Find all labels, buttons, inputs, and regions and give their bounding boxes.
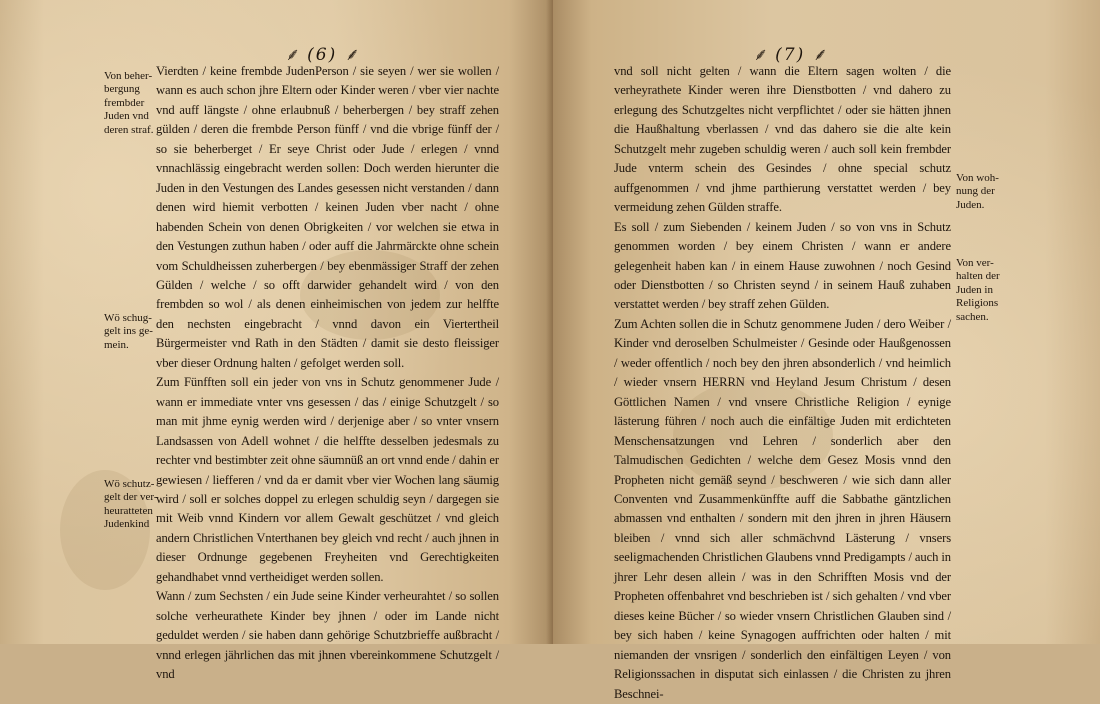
paragraph: Vierdten / keine frembde JudenPerson / sie seyen / wer sie wollen / wann es auch schon jhre Eltern oder Kinder weren / vber vier nachte vnd auff längste / ohne erlaubnuß / beherbergen / bey straff zehen gülden / deren die frembde Person fünff / vnd die vbrige fünff der / so sie beherberget / Er seye Christ oder Jude / erlegen / vnnd vnnachlässig eingebracht werden sollen: Doch werden hierunter die Juden in den Vestungen des Landes gesessen nicht verstanden / dann denen wird hiemit verbotten / keinen Juden vber nacht / ohne habenden Schein von denen Obrigkeiten / vor welchen sie etwa in den Vestungen zuthun haben / oder auff die Jahrmärckte ohne schein vom Schuldheissen zuherbergen / bey ebenmässiger Straff der zehen Gülden / welche / so offt darwider gehandelt wird / von den frembden so wol / als denen einheimischen von jedem zur helffte den nechsten eingebracht / vnnd davon ein Viertertheil Bürgermeister vnd Rath in den Städten / damit sie desto fleissiger vber dieser Ordnung halten / gefolget werden soll. (156, 64, 499, 370)
paragraph: Es soll / zum Siebenden / keinem Juden / so von vns in Schutz genommen worden / bey einem Christen / wann er andere gelegenheit haben kan / in einem Hause zuwohnen / noch Gesind oder Dienstbotten / so Christen seynd / in seinem Hauß zuhaben verstattet werden / bey straff zehen Gülden. (614, 219, 951, 312)
paragraph: Zum Fünfften soll ein jeder von vns in Schutz genommener Jude / wann er immediate vnter vns gesessen / das / einige Schutzgelt / so man mit jhme eynig werden wird / derjenige aber / so vnter vnsern Landsassen von Adell wohnet / die helffte desselben jedesmals zu rechter vnd bestimbter zeit ohne säumnüß an ort vnnd ende / dahin er gewiesen / liefferen / vnd da er damit vber vier Wochen lang säumig wird / soll er solches doppel zu erlegen schuldig seyn / dargegen sie mit Weib vnnd Kindern vor allem Gewalt geschützet / vnd gleich andern Christlichen Vnterthanen bey gleich vnd recht / auch jhnen in dieser Ordnunge gegebenen Freyheiten vnd Gerechtigkeiten gehandhabet vnnd vertheidiget werden sollen. (156, 375, 499, 584)
page-number-left: ⸙ (6) ⸙ (285, 45, 360, 65)
marginal-note: Wö schutz- gelt der ver- heuratteten Judenkind (104, 478, 158, 531)
paragraph: Zum Achten sollen die in Schutz genommene Juden / dero Weiber / Kinder vnd deroselben Schulmeister / Gesinde oder Haußgenossen / weder offentlich / noch bey den jhren absonderlich / vnd heimlich / wieder vnsern HERRN vnd Heyland Jesum Christum / desen Göttlichen Namen / vnd vnsere Christliche Religion / eynige lästerung führen / noch auch die einfältige Juden mit erdichteten Menschensatzungen vnd Lehren / sonderlich aber den Talmudischen Gedichten / welche dem Gesez Mosis vnnd den Propheten nicht gemäß seynd / beschweren / wie sich dann aller Conventen vnd Zusammenkünffte auff die Sabbathe gäntzlichen abmassen vnd enthalten / sondern mit den jhren in jhren Häusern bleiben / vnnd sich aller schmächvnd Lästerung / vnsers seeligmachenden Christlichen Glaubens vnnd Predigampts / auch in jhrer Lehr desen allein / was in den Schrifften Mosis vnd der Propheten offenbahret vnd beschrieben ist / sich gehalten / vnd vber dieses keine Bücher / so wieder vnsern Christlichen Glauben sind / bey sich haben / keine Synagogen auffrichten oder halten / mit niemanden der vnsrigen / sonderlich den einfältigen Leyen / von Religionssachen in disputat sich einlassen / die Christen zu jhren Beschnei- (614, 316, 951, 701)
paragraph: vnd soll nicht gelten / wann die Eltern sagen wolten / die verheyrathete Kinder weren ihre Dienstbotten / vnd dahero zu erlegung des Schutzgeltes nicht verpflichtet / oder sie hätten jhnen die Haußhaltung vberlassen / vnd das dahero sie die alte kein Schutzgelt mehr zugeben schuldig weren / auch soll kein frembder Jude vnterm schein des Gesindes / ohne special schutz auffgenommen / vnd jhme parthierung verstattet werden / bey vermeidung zehen Gülden straffe. (614, 64, 951, 215)
page-number-right: ⸙ (7) ⸙ (753, 45, 828, 65)
left-page-text (156, 62, 499, 685)
marginal-note: Von ver- halten der Juden in Religions sachen. (956, 257, 1000, 323)
marginal-note: Von beher- bergung frembder Juden vnd deren straf. (104, 70, 154, 136)
marginal-note: Wö schug- gelt ins ge- mein. (104, 312, 153, 351)
right-page (553, 0, 1100, 701)
left-page (0, 0, 553, 682)
marginal-note: Von woh- nung der Juden. (956, 172, 999, 211)
right-page-text (614, 62, 951, 704)
paragraph: Wann / zum Sechsten / ein Jude seine Kinder verheurahtet / so sollen solche verheurathete Kinder bey jhnen / oder im Lande nicht geduldet werden / sie haben dann gehörige Schutzbrieffe außbracht / vnnd erlegen jährlichen das mit jhnen vbereinkommene Schutzgelt / vnd (156, 589, 499, 682)
